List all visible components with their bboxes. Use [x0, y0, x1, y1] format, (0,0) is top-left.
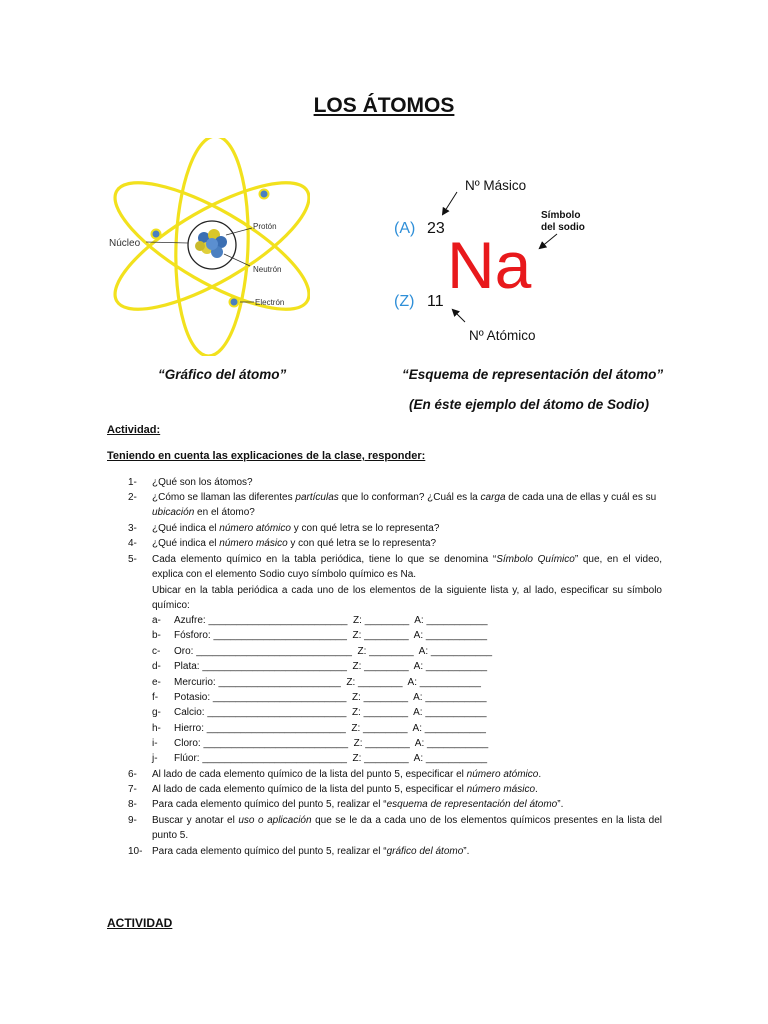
atomic-number-label: Nº Atómico: [469, 328, 536, 343]
element-line-oro: Oro: ____________________________ Z: ________ A: ___________: [174, 646, 493, 657]
a-value: 23: [427, 220, 445, 237]
element-letter: j-: [152, 753, 158, 764]
element-letter: b-: [152, 630, 161, 641]
question-number: 4-: [128, 538, 137, 549]
question-number: 6-: [128, 769, 137, 780]
element-symbol: Na: [447, 228, 532, 302]
question-4-text: ¿Qué indica el número másico y con qué letra se lo representa?: [152, 538, 437, 549]
question-number: 10-: [128, 846, 143, 857]
electron-label: Electrón: [255, 298, 285, 307]
element-letter: h-: [152, 723, 161, 734]
element-letter: a-: [152, 615, 161, 626]
question-1-text: ¿Qué son los átomos?: [152, 477, 253, 488]
question-8-text: Para cada elemento químico del punto 5, realizar el “esquema de representación del átomo”.: [152, 799, 564, 810]
scheme-subcaption: (En éste ejemplo del átomo de Sodio): [409, 397, 650, 412]
element-letter: g-: [152, 707, 161, 718]
question-10-text: Para cada elemento químico del punto 5, realizar el “gráfico del átomo”.: [152, 846, 470, 857]
question-number: 9-: [128, 815, 137, 826]
element-line-fosforo: Fósforo: ________________________ Z: ________ A: ___________: [174, 630, 488, 641]
proton-label: Protón: [253, 222, 277, 231]
question-6-text: Al lado de cada elemento químico de la lista del punto 5, especificar el número atómico.: [152, 769, 542, 780]
atom-diagram: [100, 138, 310, 356]
question-7-text: Al lado de cada elemento químico de la lista del punto 5, especificar el número másico.: [152, 784, 538, 795]
question-9-text: Buscar y anotar el uso o aplicación que se le da a cada uno de los elementos químicos presentes en la lista del punto 5.: [152, 815, 663, 842]
mass-number-arrow: [443, 192, 457, 214]
element-line-fluor: Flúor: __________________________ Z: ________ A: ___________: [174, 753, 488, 764]
atom-diagram-caption: “Gráfico del átomo”: [158, 367, 287, 382]
element-letter: i-: [152, 738, 158, 749]
element-line-cloro: Cloro: __________________________ Z: ________ A: ___________: [174, 738, 489, 749]
activity-heading-2: ACTIVIDAD: [107, 916, 173, 930]
symbol-label-2: del sodio: [541, 222, 585, 233]
element-line-potasio: Potasio: ________________________ Z: ________ A: ___________: [174, 692, 487, 703]
instructions-heading: Teniendo en cuenta las explicaciones de la clase, responder:: [107, 450, 426, 462]
element-line-plata: Plata: __________________________ Z: ________ A: ___________: [174, 661, 488, 672]
z-value: 11: [427, 293, 444, 310]
question-5-instructions: Ubicar en la tabla periódica a cada uno de los elementos de la siguiente lista y, al lado, especificar su símbolo químico:: [152, 585, 662, 612]
nucleus-label: Núcleo: [109, 238, 141, 249]
question-number: 7-: [128, 784, 137, 795]
element-letter: c-: [152, 646, 161, 657]
element-line-hierro: Hierro: _________________________ Z: ________ A: ___________: [174, 723, 486, 734]
page-title: LOS ÁTOMOS: [313, 94, 455, 117]
question-number: 8-: [128, 799, 137, 810]
sodium-scheme: [385, 170, 635, 350]
element-line-mercurio: Mercurio: ______________________ Z: ________ A: ___________: [174, 677, 481, 688]
symbol-arrow: [540, 234, 557, 248]
question-3-text: ¿Qué indica el número atómico y con qué letra se lo representa?: [152, 523, 440, 534]
question-5-text: Cada elemento químico en la tabla periódica, tiene lo que se denomina “Símbolo Químico” que, en el video, explica con el elemento Sodio cuyo símbolo químico es Na.: [152, 554, 662, 581]
element-line-calcio: Calcio: _________________________ Z: ________ A: ___________: [174, 707, 487, 718]
question-number: 1-: [128, 477, 137, 488]
mass-number-label: Nº Másico: [465, 178, 527, 193]
element-letter: f-: [152, 692, 159, 703]
question-2-text: ¿Cómo se llaman las diferentes partículas que lo conforman? ¿Cuál es la carga de cada una de ellas y cuál es su ubicación en el átomo?: [152, 492, 657, 519]
scheme-caption: “Esquema de representación del átomo”: [402, 367, 664, 382]
element-letter: e-: [152, 677, 161, 688]
z-letter: (Z): [394, 293, 415, 310]
question-number: 2-: [128, 492, 137, 503]
activity-heading: Actividad:: [107, 424, 161, 436]
a-letter: (A): [394, 220, 416, 237]
element-letter: d-: [152, 661, 161, 672]
atomic-number-arrow: [453, 310, 465, 322]
element-line-azufre: Azufre: _________________________ Z: ________ A: ___________: [174, 615, 488, 626]
question-number: 3-: [128, 523, 137, 534]
symbol-label-1: Símbolo: [541, 210, 581, 221]
neutron-label: Neutrón: [253, 265, 282, 274]
question-number: 5-: [128, 554, 137, 565]
